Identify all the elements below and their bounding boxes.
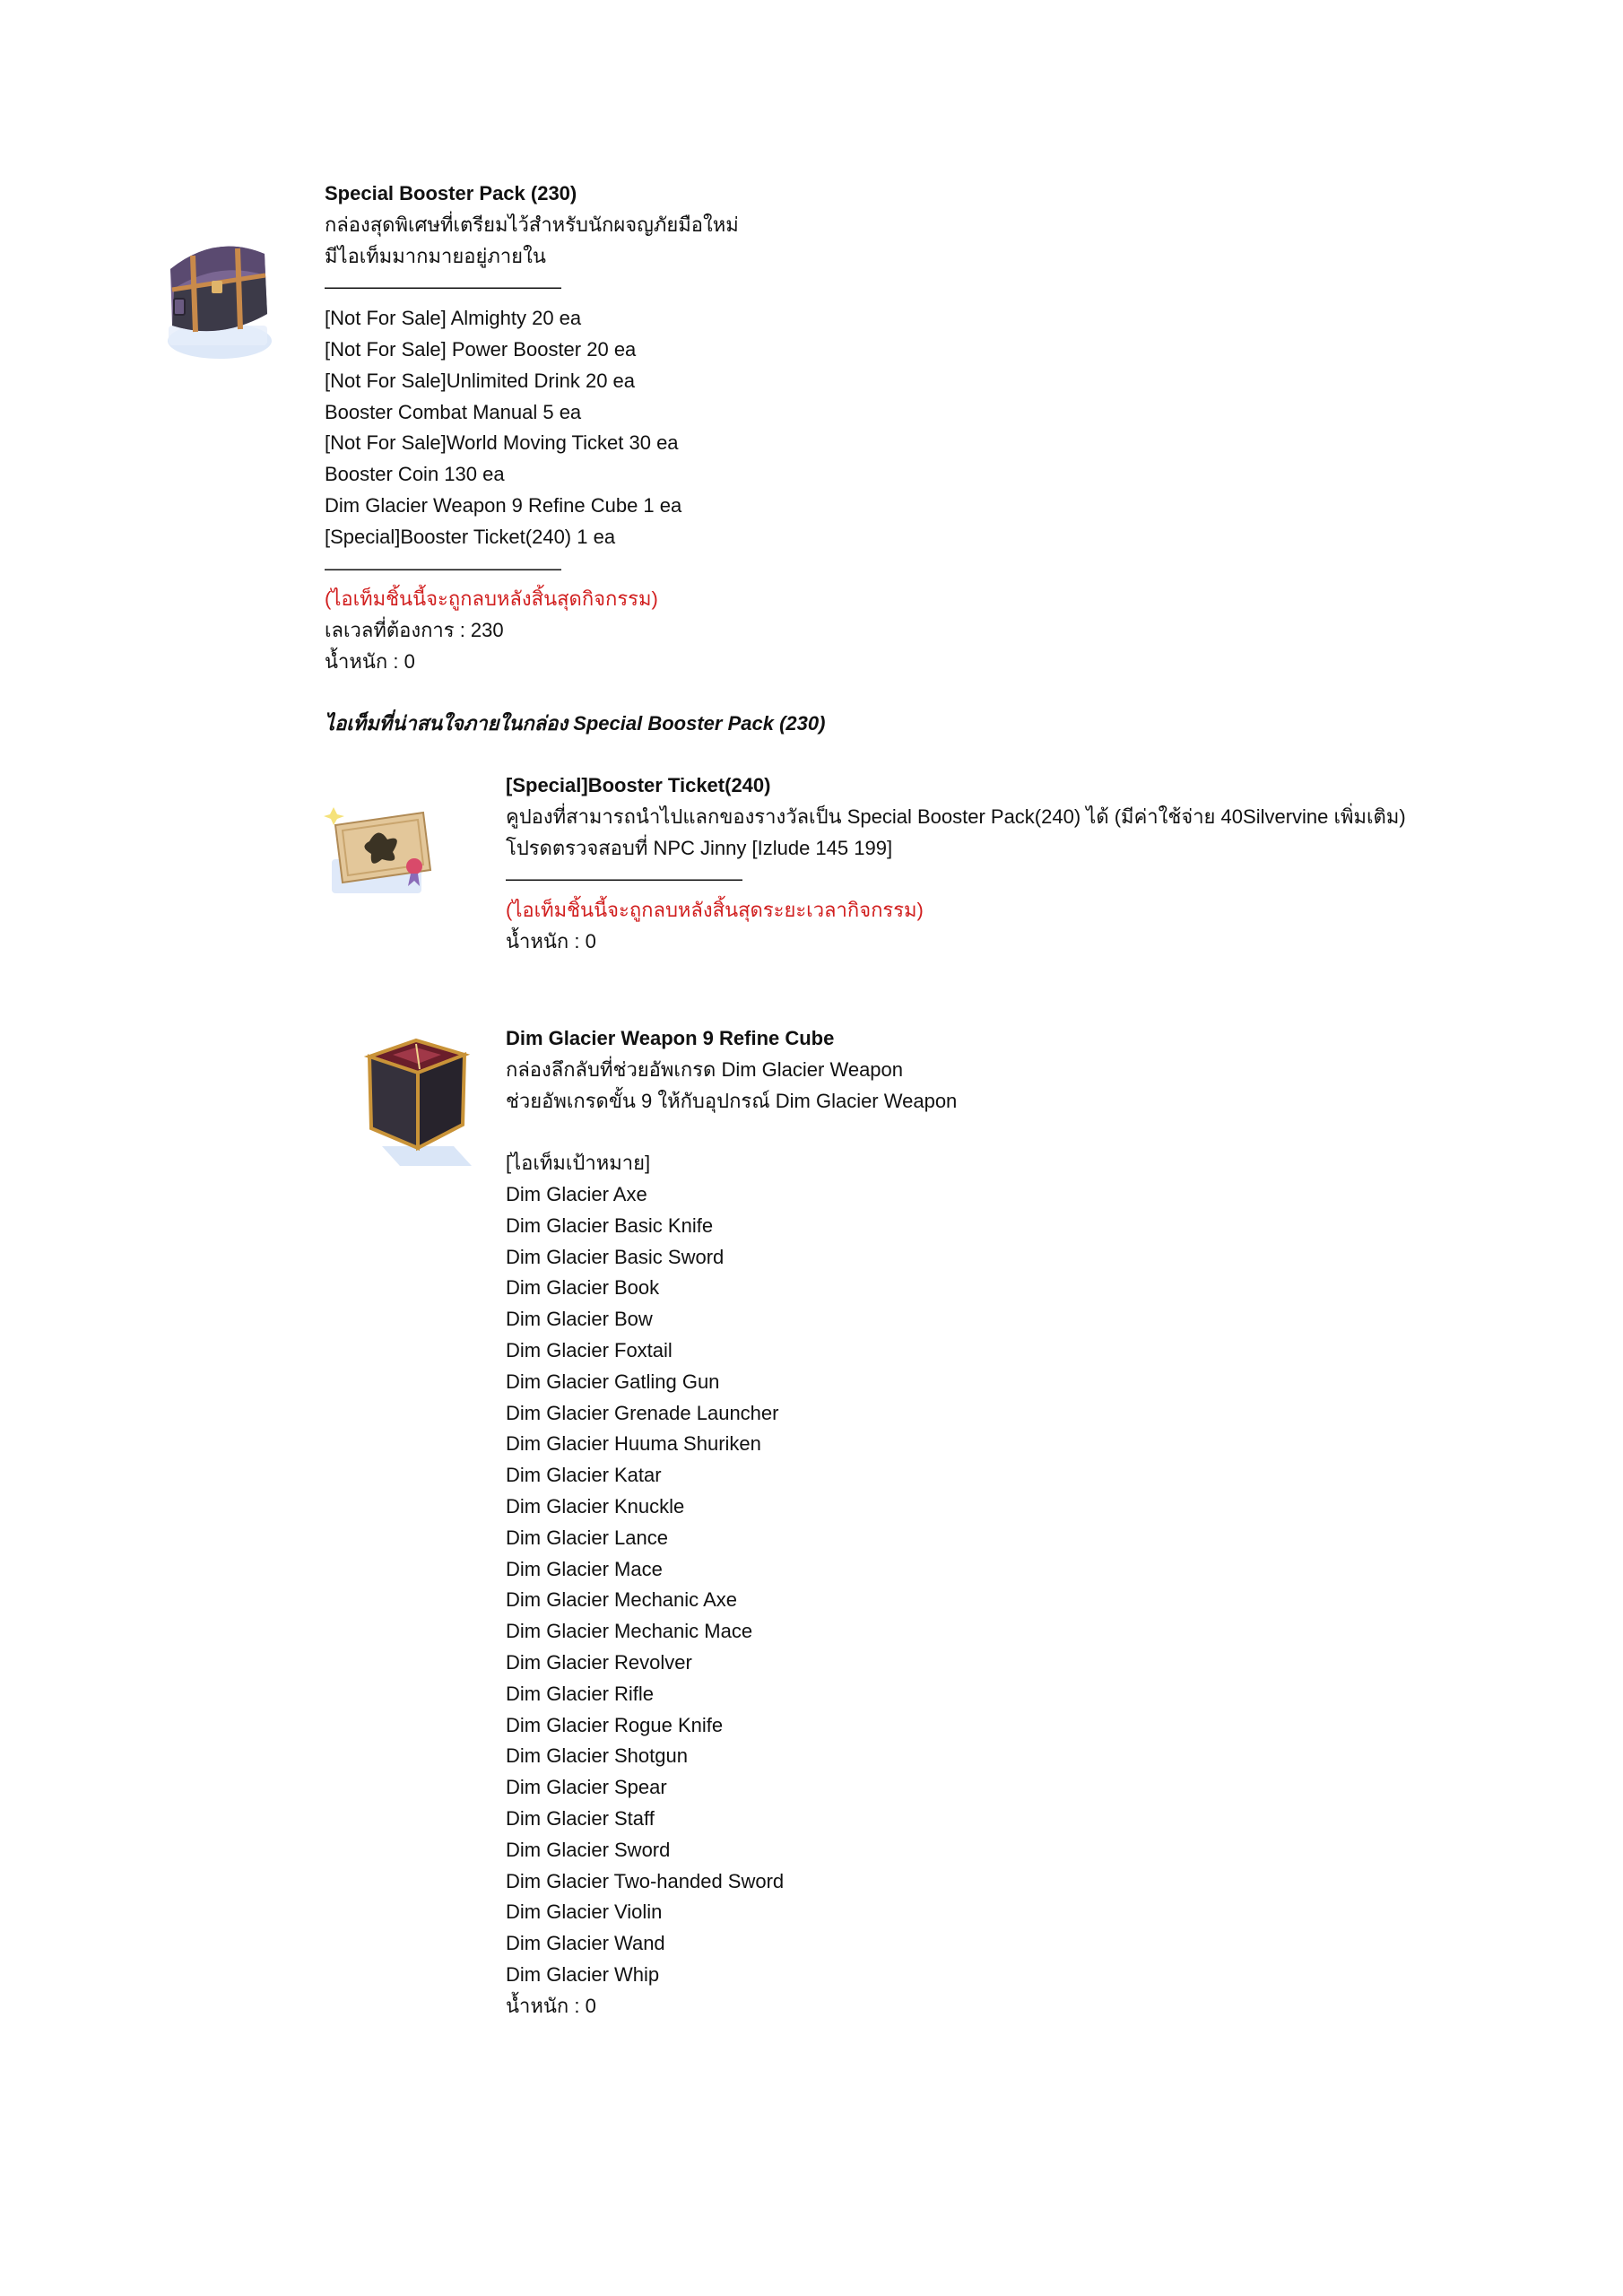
pack-desc-2: มีไอเท็มมากมายอยู่ภายใน [325, 244, 546, 267]
cube-block [506, 1023, 957, 2022]
cube-target-item: Dim Glacier Wand [506, 1932, 665, 1955]
cube-target-item: Dim Glacier Grenade Launcher [506, 1401, 779, 1424]
cube-desc-2: ช่วยอัพเกรดขั้น 9 ให้กับอุปกรณ์ Dim Glacier Weapon [506, 1089, 958, 1112]
cube-desc-1: กล่องลึกลับที่ช่วยอัพเกรด Dim Glacier Weapon [506, 1057, 904, 1081]
cube-title: Dim Glacier Weapon 9 Refine Cube [506, 1027, 835, 1049]
cube-target-item: Dim Glacier Revolver [506, 1650, 692, 1674]
pack-divider-2: ———————————— [325, 556, 561, 579]
ticket-desc-1: คูปองที่สามารถนำไปแลกของรางวัลเป็น Special Booster Pack(240) ได้ (มีค่าใช้จ่าย 40Silvervine เพิ่มเติม) [506, 804, 1406, 828]
cube-target-item: Dim Glacier Katar [506, 1464, 662, 1487]
pack-content-item: Booster Combat Manual 5 ea [325, 400, 582, 423]
pack-content-item: Dim Glacier Weapon 9 Refine Cube 1 ea [325, 493, 682, 517]
cube-target-item: Dim Glacier Spear [506, 1776, 667, 1799]
cube-target-item: Dim Glacier Sword [506, 1838, 671, 1861]
ticket-icon [323, 805, 439, 900]
pack-content-item: [Special]Booster Ticket(240) 1 ea [325, 525, 616, 548]
cube-target-item: Dim Glacier Gatling Gun [506, 1370, 720, 1393]
pack-block [325, 178, 739, 678]
cube-target-item: Dim Glacier Mace [506, 1557, 663, 1580]
cube-target-item: Dim Glacier Axe [506, 1182, 647, 1205]
pack-content-item: [Not For Sale] Almighty 20 ea [325, 307, 582, 330]
pack-level: เลเวลที่ต้องการ : 230 [325, 619, 504, 642]
pack-desc-1: กล่องสุดพิเศษที่เตรียมไว้สำหรับนักผจญภัยมือใหม่ [325, 213, 739, 236]
pack-weight: น้ำหนัก : 0 [325, 649, 415, 673]
ticket-notice: (ไอเท็มชิ้นนี้จะถูกลบหลังสิ้นสุดระยะเวลากิจกรรม) [506, 899, 924, 922]
cube-target-item: Dim Glacier Foxtail [506, 1338, 673, 1361]
ticket-weight: น้ำหนัก : 0 [506, 929, 596, 952]
ticket-block [506, 770, 1406, 958]
pack-divider: ———————————— [325, 275, 561, 299]
pack-notice: (ไอเท็มชิ้นนี้จะถูกลบหลังสิ้นสุดกิจกรรม) [325, 587, 658, 611]
cube-target-item: Dim Glacier Rogue Knife [506, 1713, 724, 1736]
cube-target-label: [ไอเท็มเป้าหมาย] [506, 1152, 651, 1175]
cube-target-item: Dim Glacier Bow [506, 1308, 653, 1331]
cube-target-item: Dim Glacier Lance [506, 1526, 668, 1549]
cube-target-item: Dim Glacier Basic Sword [506, 1245, 725, 1268]
pack-content-item: [Not For Sale] Power Booster 20 ea [325, 337, 637, 361]
pack-title: Special Booster Pack (230) [325, 182, 577, 204]
cube-target-item: Dim Glacier Huuma Shuriken [506, 1432, 761, 1456]
ticket-divider: ———————————— [506, 867, 742, 891]
pack-content-item: Booster Coin 130 ea [325, 463, 505, 486]
pack-content-item: [Not For Sale]World Moving Ticket 30 ea [325, 431, 679, 455]
cube-target-item: Dim Glacier Mechanic Axe [506, 1588, 737, 1612]
cube-target-item: Dim Glacier Knuckle [506, 1494, 685, 1518]
ticket-desc-2: โปรดตรวจสอบที่ NPC Jinny [Izlude 145 199] [506, 836, 893, 859]
treasure-chest-icon [161, 229, 278, 363]
cube-weight: น้ำหนัก : 0 [506, 1994, 596, 2017]
cube-target-item: Dim Glacier Shotgun [506, 1744, 688, 1768]
cube-target-item: Dim Glacier Mechanic Mace [506, 1620, 753, 1643]
cube-target-item: Dim Glacier Book [506, 1276, 660, 1300]
cube-target-item: Dim Glacier Staff [506, 1806, 655, 1830]
section-heading: ไอเท็มที่น่าสนใจภายในกล่อง Special Booster Pack (230) [325, 712, 826, 735]
pack-content-item: [Not For Sale]Unlimited Drink 20 ea [325, 369, 636, 392]
cube-target-item: Dim Glacier Rifle [506, 1682, 655, 1705]
cube-target-item: Dim Glacier Two-handed Sword [506, 1869, 785, 1892]
cube-target-item: Dim Glacier Violin [506, 1900, 663, 1924]
ticket-title: [Special]Booster Ticket(240) [506, 774, 771, 796]
cube-target-item: Dim Glacier Whip [506, 1962, 660, 1986]
refine-cube-icon [357, 1031, 478, 1175]
cube-target-item: Dim Glacier Basic Knife [506, 1213, 714, 1237]
